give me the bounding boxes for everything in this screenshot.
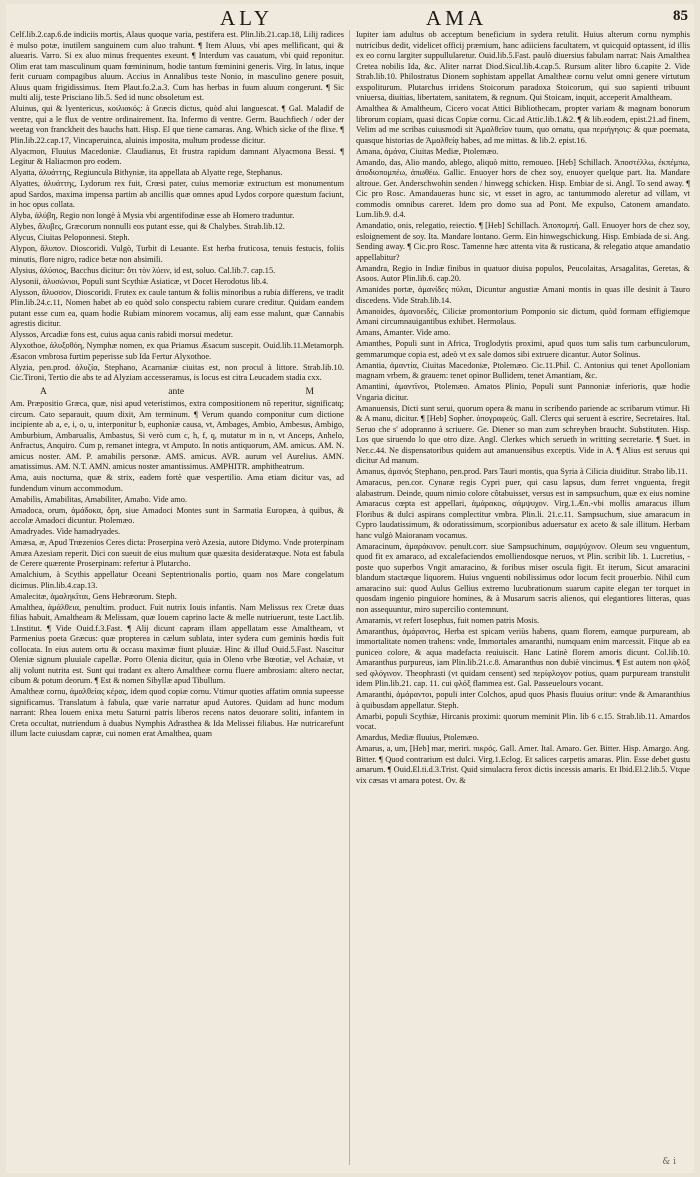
dictionary-entry: Iupiter iam adultus ob acceptum beneficium in sydera retulit. Huius alterum cornu nymphis nutricibus dedit, videlicet officij præmium, hanc adiiciens facultatem, vt quicquid optassent, id illis ex eo cornu largiter suppullularetur. Ouid.lib.5.Fast. paulò diuersius fabulam narrat: Nais Amalthea Cretea nobilis Ida, &c. Aliter narrat Diod.Sicul.lib.4.cap.5. Rursum aliter libro 6.capite 2. Vide Strab.lib.10. Philostratus Dionem sophistam appellat Amaltheæ cornu velut omni genere virtutum exspoliturum. Plutarchus irridens Stoicorum paradoxa Stoicorum, qui suo sapienti tribuunt vniuersa, diuitias, libertatem, sanitatem, & regnum. Qui Stoicam, inquit, acceperit Amaltheam. xyxy=(356,30,690,102)
page-number: 85 xyxy=(673,8,688,24)
dictionary-entry: Alysson, ἄλυσσον, Dioscoridi. Frutex ex caule tantum & foliis minoribus a rubia differens, ve tradit Plin.lib.24.c.11, Nomen habet ab eo quòd solo conspectu rabiem curare creditur. Quidam eandem putant esse cum ea, quam hodie Rubiam minorem vocamus, alij eam esse malunt, quæ Cannabis agrestis dicitur. xyxy=(10,287,344,328)
dictionary-entry: Alyacmon, Fluuius Macedoniæ. Claudianus, Et frustra rapidum damnant Alyacmona Bessi. ¶ Legitur & Haliacmon pro eodem. xyxy=(10,146,344,166)
dictionary-entry: Amans, Amanter. Vide amo. xyxy=(356,328,451,337)
subhead-left: A xyxy=(40,386,47,397)
dictionary-entry: Alycus, Ciuitas Peloponnesi. Steph. xyxy=(10,233,130,242)
dictionary-entry: Amabilis, Amabilitas, Amabiliter, Amabo. Vide amo. xyxy=(10,494,187,504)
dictionary-entry: Amalthea & Amaltheum, Cicero vocat Attici Bibliothecam, propter variam & magnam bonorum librorum copiam, quasi dicas Copiæ cornu. Cic.ad Attic.lib.1.&2. ¶ & lib.eodem, epist.21.ad finem, Velim ad me scribas cuiusmodi sit Ἀμαλθεῖον tuum, quo ornatu, qua περιήγησις: & quæ poemata, quasque historias de Ἀμαλθείᾳ habes, ad me mittas. & lib.2. epist.16. xyxy=(356,104,690,145)
dictionary-entry: Amantini, ἀμαντῖνοι, Ptolemæo. Amatos Plinio, Populi sunt Pannoniæ inferioris, quæ hodie Vngaria dicitur. xyxy=(356,382,690,402)
dictionary-entry: Alysius, ἀλύσιος, Bacchus dicitur: ὅτι τὸν λύειν, id est, soluo. Cal.lib.7. cap.15. xyxy=(10,265,276,275)
dictionary-entry: Amaramis, vt refert Iosephus, fuit nomen patris Mosis. xyxy=(356,615,540,625)
section-subhead xyxy=(40,387,314,398)
dictionary-entry: Amaranthus, ἀμάραντος, Herba est spicam veriùs habens, quam florem, eamque purpuream, ab immortalitate nomen trahens: vnde, Immortales amaranthi, numquam enim marcessit. Fitque ab ea puniceo colore, & aqua madefacta reuiuiscit. Hanc Latinè florem amoris dicunt. Col.lib.10. Amaranthus purpureus, iam Plin.lib.21.c.8. Amaranthus non dubiè vincimus. ¶ Est autem non φλὸξ sed φλόγινον. Theophrasti (vt quidam censent) sed περίφλογον potius, quam purpuream transtulit idem Plin.lib.21. cap. 11. cui φλόξ flammea est. Gal. Passeuelours vocant. xyxy=(356,626,690,688)
dictionary-entry: Amarus, a, um, [Heb] mar, meriri. πικρός. Gall. Amer. Ital. Amaro. Ger. Bitter. Hisp. Amargo. Ang. Bitter. ¶ Quod contrarium est dulci. Virg.1.Eclog. Et salices carpetis amaras. Plin. Esse debet gustu amarum. ¶ Ouid.El.ti.d.3.Trist. Quid simulacra ferox dictis incessis amaris. Et Ibid.El.2.lib.5. Vtque vix cæsas vt amara potest. Ov. & xyxy=(356,744,690,785)
dictionary-entry: Amaracus, pen.cor. Cynaræ regis Cypri puer, qui casu lapsus, dum ferret vnguenta, fregit alabastrum. Deinde, quum nimio colore côtabuisset, versus est in sampsuchum, quæ ex eius nomine Amaracus cœpta est appellari, ἀμάρακος, σάμψυχον. Virg.1.Æn.-vbi mollis amaracus illum Floribus & dulci aspirans complectitur vmbra. Plin.li. 21.c.11. Sampsuchum, siue amaracum in Cypro laudatissimum, & odoratissimum, scorpionibus aduersatur ex aceto & sale illitum. Herbam hanc vulgò Maioranam vocamus. xyxy=(356,478,690,540)
dictionary-page xyxy=(6,4,694,1173)
dictionary-entry: Amæsa, æ, Apud Trœzenios Ceres dicta: Proserpina verò Azesia, autore Didymo. Vnde proterpinam Amæa Azesiam reperit. Dici con sueuit de eius multum quæ quæsita desideratæque. Nota est fabula de Cerere quærente Proserpinam: refertur à Plutarcho. xyxy=(10,538,344,568)
dictionary-entry: Amandatio, onis, relegatio, reiectio. ¶ [Heb] Schillach. Ἀποπομπή. Gall. Enuoyer hors de chez soy, esloignement de soy. Ita. Mandare lontano. Germ. Ein hinwegschickung. Hisp. Embiada de si. Ang. Sending away. ¶ Cic.pro Rosc. Tamenne hæc attenta vita & rusticana, & relegatio atque amandatio appellabitur? xyxy=(356,221,690,262)
dictionary-entry: Amaracinum, ἀμαράκινον. penult.corr. siue Sampsuchinum, σαμψύχινον. Oleum seu vnguentum, quod fit ex amaraco, ad excalefaciendos emolliendosque neruos, vt Plin. scribit lib. 1. Lucretius, -poste quo superbos Vngit amaracino, & foribus miser oscula figit. Et iterum, Sicut amaracini blandum stactæque liquorem. Huius vnguenti nobilissimus odor locum fecit prouerbio. Nihil cum amaracino sui: quod Aulus Gellius extremo lucubrationum suarum capite elegan ter torquet in quosdam ingenio pinguiore homines, & à Musarum sacris alienos, qui elegantiores litteras, quas non assequuntur, miro supercilio contemnunt. xyxy=(356,541,690,614)
dictionary-entry: Amarbi, populi Scythiæ, Hircanis proximi: quorum meminit Plin. lib 6 c.15. Strab.lib.11. Amardos vocat. xyxy=(356,711,690,731)
dictionary-entry: Alyatta, ἀλυάττης, Regiuncula Bithyniæ, ita appellata ab Alyatte rege, Stephanus. xyxy=(10,168,283,177)
dictionary-entry: Amalthea, ἀμάλθεια, penultim. product. Fuit nutrix Iouis infantis. Nam Melissus rex Cretæ duas filias habuit, Amaltheam & Melissam, quæ Iouem caprino lacte & melle nutriuerunt, teste Lact.lib. 1.Institut. ¶ Vide Ouid.f.3.Fast. ¶ Alij dicunt capram illam appellatam esse Amaltheam, vt Parmenius poeta Græcus: quæ propterea in cælum sublata, inter sydera cum geminis hœdis fuit collocata. In eius autem ortu & occasu maximæ fiunt pluuiæ. Hinc & illud Ouid.5.Fast. Nascitur Oleniæ signum pluuiale capellæ. Porro Olenia dicitur, quia in Oleno vrbe Bœotiæ, vel Achaiæ, vt alij volunt nutrita est. Sunt qui tradant ex altero Amaltheæ cornu fluere ambrosiam: altero nectar, cibum & potum deorum. ¶ Est & nomen Sibyllæ apud Tibullum. xyxy=(10,602,344,685)
dictionary-entry: Alysonii, ἀλυσώνιοι, Populi sunt Scythiæ Asiaticæ, vt Docet Herodotus lib.4. xyxy=(10,276,269,286)
dictionary-entry: Am. Præpositio Græca, quæ, nisi apud veteristimos, extra compositionem nō reperitur, significatq; circum. Cato separauit, quum dixit, Am terminum. ¶ Verum quando componitur cum dictione incipiente ab a, e, i, o, u, interponitur b, euphoniæ causa, vt, Ambages, Ambio, Ambesus, Ambigo, Amburbium, Ambarualis, Ambastus, Si verò cum c, h, f, q, mutatur m in n, vt Anceps, Anhelo, Anfractus, Anquiro. Cum p, remanet integra, vt Amputo. In notis antiquorum, AM. amicus. AM. N. amicus noster. AM. P. amabilis personæ. AMS. amicus. AVR. aurum vel Aurelius. AMN. amatissimus. AM. N.T. AMN. amicus noster amantissimus. AMPHITR. amphitheatrum. xyxy=(10,399,344,471)
dictionary-entry: Alypon, ἄλυπον. Dioscoridi. Vulgò, Turbit di Leuante. Est herba fruticosa, tenuis festucis, foliis minutis, flore nigro, radice betæ non absimili. xyxy=(10,244,344,264)
subhead-center: ante xyxy=(168,386,185,397)
dictionary-entry: Amaranthi, ἀμάραντοι, populi inter Colchos, apud quos Phasis fluuius oritur: vnde & Amaranthius à quibusdam appellatur. Steph. xyxy=(356,690,690,710)
right-running-title: AMA xyxy=(426,6,488,30)
dictionary-entry: Amadryades. Vide hamadryades. xyxy=(10,527,121,536)
dictionary-entry: Amanides portæ, ἀμανίδες πύλαι, Dicuntur angustiæ Amani montis in quas ille desinit à Tauro discedens. Vide Strab.lib.14. xyxy=(356,285,690,305)
dictionary-entry: Amana, ἀμάνα, Ciuitas Mediæ, Ptolemæo. xyxy=(356,146,499,156)
dictionary-entry: Amantia, ἀμαντία, Ciuitas Macedoniæ, Ptolemæo. Cic.11.Phil. C. Antonius qui tenet Apolloniam magnam vrbem, & grauem: tenet opinor Bullidem, tenet Amantiam, &c. xyxy=(356,360,690,380)
dictionary-entry: Amandra, Regio in Indiæ finibus in quatuor diuisa populos, Peucolaitas, Arsagalitas, Geretas, & Asoos. Autor Plin.lib.6. cap.20. xyxy=(356,263,690,283)
dictionary-entry: Amalchium, à Scythis appellatur Oceani Septentrionalis portio, quam nos Mare congelatum dicimus. Plin.lib.4.cap.13. xyxy=(10,570,344,590)
dictionary-entry: Ama, auis nocturna, quæ & strix, eadem fortè quæ vespertilio. Ama etiam dicitur vas, ad fundendum vinum accommodum. xyxy=(10,473,344,493)
column-divider xyxy=(349,30,350,1165)
dictionary-entry: Amanus, ἀμανός Stephano, pen.prod. Pars Tauri montis, qua Syria à Cilicia diuiditur. Strabo lib.11. xyxy=(356,467,688,476)
dictionary-entry: Alyssos, Arcadiæ fons est, cuius aqua canis rabidi morsui medetur. xyxy=(10,330,233,339)
dictionary-entry: Amanoides, ἀμανοειδὲς, Ciliciæ promontorium Pomponio sic dictum, quòd formam effigiemque Amani circumnauigantibus exhibet. Hermolaus. xyxy=(356,306,690,326)
dictionary-entry: Amanuensis, Dicti sunt serui, quorum opera & manu in scribendo pariende ac scribarum vtimur. Hi & A manu, dicitur. ¶ [Heb] Sopher. ὑπογραφεύς. Gall. Clercs qui seruent à escrire, Secretaires. Ital. Seruo che s' adopranno à scriuere. Ge. Diener so man zum schreyben braucht. Substituten. Hisp. Los que siruendo lo que otro dize. Angl. Clerkes which serueth in writting secretarie. ¶ Suet. in Ner.c.44. Ne dispensatoribus quidem aut amanuensibus exceptis. Vide in A. ¶ Alius est seruus qui dicitur Ad manum. xyxy=(356,403,690,465)
dictionary-entry: Alyba, ἀλύβη, Regio non longè à Mysia vbi argentifodinæ esse ab Homero traduntur. xyxy=(10,211,295,220)
dictionary-entry: Amanthes, Populi sunt in Africa, Troglodytis proximi, apud quos tum salis tum carbunculorum, gemmarumque copia est, adeò vt ex sale domos sibi extruere dicantur. Autor Solinus. xyxy=(356,339,690,359)
right-column xyxy=(356,30,690,1170)
dictionary-entry: Celf.lib.2.cap.6.de indiciis mortis, Alaus quoque varia, pestifera est. Plin.lib.21.cap.18, Lilij radices è mulso potæ, inutilem sanguinem cum aluo trahunt. ¶ Item Aluus, vbi apes mellificant, qui & aluearis. Varro. Si ex aluo minus frequentes exeunt. ¶ Interdum vas cauatum, vbi quid reponitur. Olim erat tam masculinum quam fœmininum, hodie tantum fœminini generis. Virg. In latus, inque ferit curuam compagibus aluum. Accius in Annalibus teste Nonio, in masculino genere posuit, Aluus quam frigidissimus. Item Plaut.fo.2.a.3. Cum has herbas in fuum aluum congerunt. ¶ Sic multi alij, teste Prisciano lib.5. Sed id nunc obsoletum est. xyxy=(10,30,344,102)
dictionary-entry: Amardus, Mediæ fluuius, Ptolemæo. xyxy=(356,733,479,742)
dictionary-entry: Amadoca, orum, ἀμάδοκα, ὄρη, siue Amadoci Montes sunt in Sarmatia Europæa, à quibus, & accolæ Amadoci dicuntur. Ptolemæo. xyxy=(10,505,344,525)
dictionary-entry: Amaltheæ cornu, ἀμαλθείας κέρας, idem quod copiæ cornu. Vtimur quoties affatim omnia supeesse significamus. Translatum à fabula, quæ varie narratur apud Autores. Quidam ad hunc modum narrant: Rhea louem enixa metu Saturni patris liberos recens natos deuorare soliti, infantem in Creta occultat, nutriendum à duabus Nymphis Adrasthea & Ida Melissei filiabus. Hæ nutricarefunt illum lacte cuiusdam capræ, cui nomen erat Amalthea, quam xyxy=(10,687,344,738)
left-running-title: ALY xyxy=(220,6,274,30)
dictionary-entry: Alyattes, ἀλυάττης, Lydorum rex fuit, Crœsi pater, cuius memoriæ extructum est monumentum apud Sardos, maxima impensa partim ab ancillis quæ omnes apud Lydos corpore quæstum faciunt, in hoc opus collata. xyxy=(10,179,344,209)
running-header xyxy=(6,4,694,30)
left-column xyxy=(10,30,344,1170)
dictionary-entry: Amalecitæ, ἀμαληκῖται, Gens Hebræorum. Steph. xyxy=(10,591,177,601)
dictionary-entry: Amando, das, Alio mando, ablego, aliquò mitto, remoueo. [Heb] Schillach. Ἀποστέλλω, ἐκπέμπω, ἀποδιοπομπέω, ἀπωθέω. Gallic. Enuoyer hors de chez soy, enuoyer quelque part. Ita. Mandare altroue. Ger. Anderschwohin senden / hinwegg schicken. Hisp. Embiar de si. Angl. To send away. ¶ Cic pro Rosc. Amandaueras hunc sic, vt esset in agro, ac tantummodo aleretur ad villam, vt commodis omnibus careret. Idem pro domo sua ad Pont. Me expulso, Catonem amandato. Lum.lib.9. d.4. xyxy=(356,157,690,219)
dictionary-entry: Alyzia, pen.prod. ἀλυζία, Stephano, Acarnaniæ ciuitas est, non procul à littore. Strab.lib.10. Cic.Tironi, Tertio die abs te ad Alyziam accesseramus, is locus est citra Leucadem stadia cxx. xyxy=(10,362,344,382)
dictionary-entry: Alyxothoe, ἀλυξοθόη, Nymphæ nomen, ex qua Priamus Æsacum suscepit. Ouid.lib.11.Metamorph. Æsacon vmbrosa furtim peperisse sub Ida Fertur Alyxothoe. xyxy=(10,341,344,361)
catchword: & i xyxy=(662,1157,676,1167)
subhead-right: M xyxy=(305,386,314,397)
dictionary-entry: Aluinus, qui & lyentericus, κοιλιακός: à Græcis dictus, quòd alui languescat. ¶ Gal. Maladif de ventre, qui a le flux de ventre ordinairement. Ita. Infermo di ventre. Germ. Bauchfiech / oder der weetag von franckheit des bauchs hatt. Hisp. El que tiene camaras. Ang. Which sicke of the flixe. ¶ Plin.lib.22.cap.17, Vincaperuinca, aluinis imposita, multum prodesse dicitur. xyxy=(10,104,344,145)
dictionary-entry: Alybes, ἄλυβες, Græcorum nonnulli eos putant esse, qui & Chalybes. Strab.lib.12. xyxy=(10,222,285,231)
